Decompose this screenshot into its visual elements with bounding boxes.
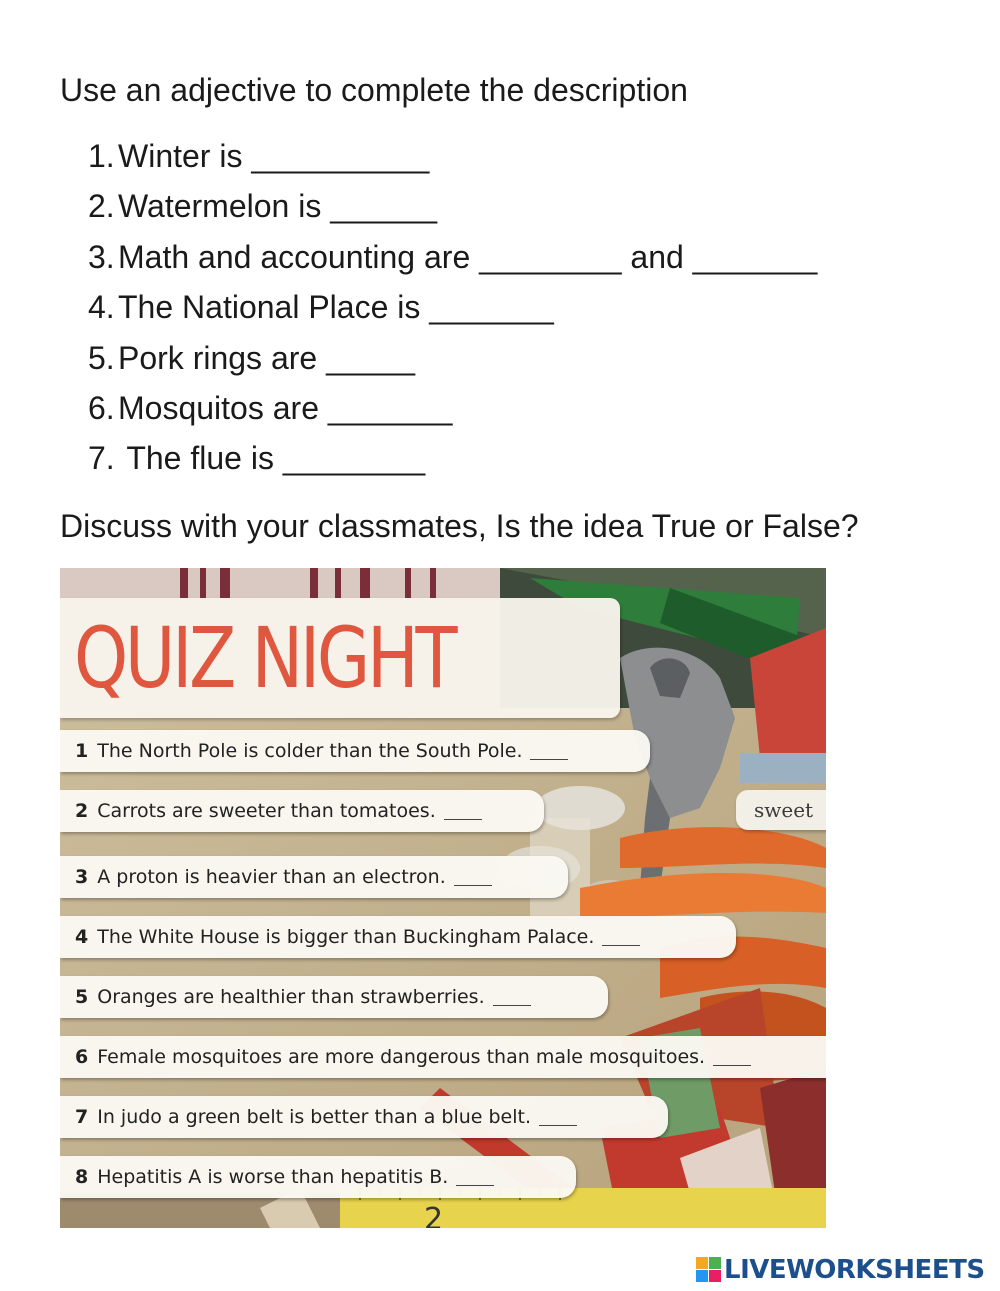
question-number: 6 xyxy=(75,1046,89,1068)
quiz-title: QUIZ NIGHT xyxy=(74,609,455,707)
item-number: 2. xyxy=(88,188,115,225)
question-number: 3 xyxy=(75,866,89,888)
quiz-question xyxy=(60,730,650,772)
question-text: Female mosquitoes are more dangerous than male mosquitoes. xyxy=(97,1046,706,1068)
item-number: 6. xyxy=(88,389,115,426)
quiz-question xyxy=(60,790,544,832)
item-text: Mosquitos are _______ xyxy=(118,389,453,426)
logo-mark-icon xyxy=(696,1257,722,1283)
list-item xyxy=(88,136,817,186)
liveworksheets-logo xyxy=(696,1255,985,1285)
ruler-number: 2 xyxy=(424,1202,444,1228)
instruction-adjectives: Use an adjective to complete the description xyxy=(60,72,688,108)
quiz-title-banner xyxy=(60,598,620,718)
list-item xyxy=(88,186,817,236)
item-text: Pork rings are _____ xyxy=(118,339,416,376)
list-item xyxy=(88,388,817,438)
question-number: 7 xyxy=(75,1106,89,1128)
adjective-list xyxy=(88,136,817,489)
question-text: In judo a green belt is better than a blue belt. xyxy=(97,1106,532,1128)
question-text: Hepatitis A is worse than hepatitis B. xyxy=(97,1166,449,1188)
question-text: Oranges are healthier than strawberries. xyxy=(97,986,485,1008)
logo-text: LIVEWORKSHEETS xyxy=(724,1255,985,1285)
quiz-night-poster xyxy=(60,568,826,1228)
answer-blank xyxy=(493,989,531,1006)
item-text: The flue is ________ xyxy=(118,440,426,477)
quiz-question xyxy=(60,1036,826,1078)
quiz-question xyxy=(60,856,568,898)
question-text: The North Pole is colder than the South Pole. xyxy=(97,740,523,762)
item-number: 7. xyxy=(88,440,115,477)
answer-blank xyxy=(444,803,482,820)
list-item xyxy=(88,438,817,488)
instruction-true-false: Discuss with your classmates, Is the idea True or False? xyxy=(60,508,859,544)
quiz-question xyxy=(60,1096,668,1138)
item-text: Watermelon is ______ xyxy=(118,188,437,225)
question-text: The White House is bigger than Buckingham Palace. xyxy=(97,926,595,948)
answer-blank xyxy=(530,743,568,760)
answer-blank xyxy=(454,869,492,886)
list-item xyxy=(88,338,817,388)
item-number: 4. xyxy=(88,289,115,326)
list-item xyxy=(88,237,817,287)
question-text: A proton is heavier than an electron. xyxy=(97,866,446,888)
answer-blank xyxy=(713,1049,751,1066)
sweet-label: sweet xyxy=(736,790,826,830)
question-number: 8 xyxy=(75,1166,89,1188)
item-text: Math and accounting are ________ and _______ xyxy=(118,238,818,275)
item-number: 3. xyxy=(88,238,115,275)
item-number: 1. xyxy=(88,138,115,174)
answer-blank xyxy=(602,929,640,946)
quiz-question xyxy=(60,976,608,1018)
item-text: Winter is __________ xyxy=(118,138,430,174)
item-text: The National Place is _______ xyxy=(118,289,554,326)
answer-blank xyxy=(456,1169,494,1186)
answer-blank xyxy=(539,1109,577,1126)
question-number: 4 xyxy=(75,926,89,948)
quiz-question xyxy=(60,1156,576,1198)
list-item xyxy=(88,287,817,337)
item-number: 5. xyxy=(88,339,115,376)
question-text: Carrots are sweeter than tomatoes. xyxy=(97,800,436,822)
question-number: 2 xyxy=(75,800,89,822)
question-number: 5 xyxy=(75,986,89,1008)
question-number: 1 xyxy=(75,740,89,762)
quiz-question xyxy=(60,916,736,958)
